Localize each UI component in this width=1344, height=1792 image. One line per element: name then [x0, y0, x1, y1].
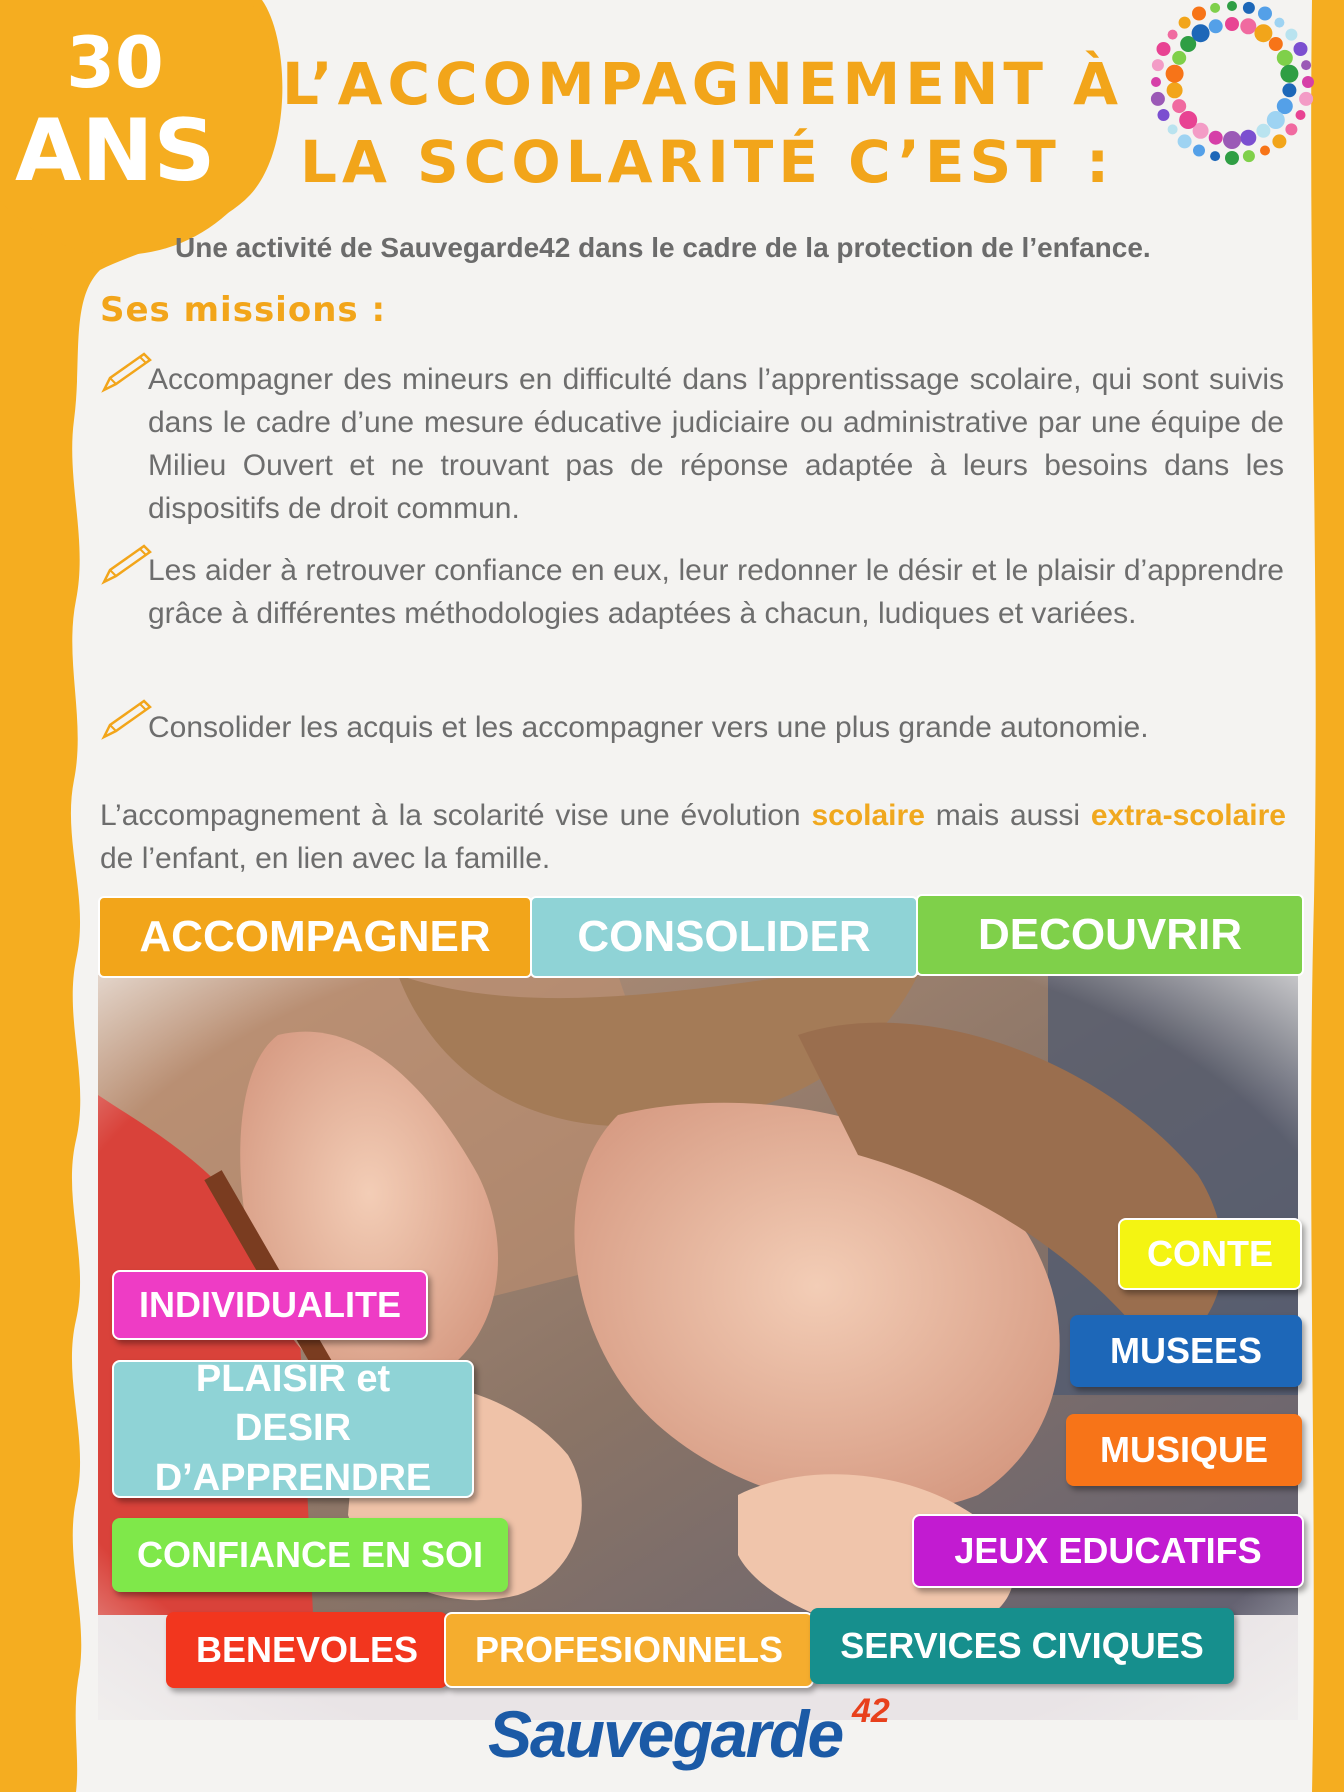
conclusion-text-2: mais aussi [924, 799, 1091, 832]
logo-dot [1172, 51, 1186, 65]
logo-dot [1151, 77, 1161, 87]
tag-individualite: INDIVIDUALITE [112, 1270, 428, 1340]
tag-jeux-educatifs: JEUX EDUCATIFS [912, 1514, 1304, 1588]
mission-2: Les aider à retrouver confiance en eux, leur redonner le désir et le plaisir d’apprendre grâce à différentes méthodologies adaptées à chacun, ludiques et variées. [148, 554, 1284, 630]
page-title-line2: LA SCOLARITÉ C’EST : [300, 128, 1115, 196]
logo-dot [1260, 146, 1270, 156]
tab-consolider[interactable]: CONSOLIDER [530, 896, 918, 978]
logo-dot [1285, 29, 1297, 41]
tag-musique: MUSIQUE [1066, 1414, 1302, 1486]
logo-dot [1179, 111, 1197, 129]
logo-dot [1282, 83, 1296, 97]
sauvegarde-logo: Sauvegarde [488, 1697, 843, 1771]
logo-dot [1267, 111, 1285, 129]
badge-years: 30 [66, 22, 164, 104]
tab-decouvrir[interactable]: DECOUVRIR [916, 894, 1304, 976]
logo-dot [1269, 37, 1283, 51]
logo-dot [1209, 131, 1223, 145]
logo-dot [1296, 110, 1306, 120]
mission-1: Accompagner des mineurs en difficulté dans l’apprentissage scolaire, qui sont suivis dans le cadre d’une mesure éducative judiciaire ou administrative par une équipe de Milieu Ouvert et ne trouvant pas de réponse adaptée à leurs besoins dans les dispositifs de droit commun. [148, 363, 1284, 525]
logo-dot [1243, 2, 1255, 14]
logo-dot [1209, 19, 1223, 33]
logo-dot [1240, 130, 1256, 146]
logo-dot [1223, 131, 1241, 149]
logo-dot [1301, 60, 1311, 70]
logo-dot [1168, 124, 1178, 134]
logo-dot [1178, 134, 1192, 148]
logo-dot [1192, 7, 1206, 21]
logo-dot [1299, 92, 1313, 106]
tag-services-civiques: SERVICES CIVIQUES [810, 1608, 1234, 1684]
logo-dot [1254, 24, 1272, 42]
badge-ans: ANS [15, 101, 216, 201]
colorful-dots-logo [1140, 0, 1320, 170]
logo-dot [1158, 109, 1170, 121]
pencil-icon [100, 350, 154, 394]
logo-dot [1280, 65, 1298, 83]
logo-dot [1168, 30, 1178, 40]
conclusion-text-3: de l’enfant, en lien avec la famille. [100, 842, 551, 875]
logo-dot [1172, 99, 1186, 113]
logo-dot [1167, 82, 1183, 98]
logo-dot [1225, 151, 1239, 165]
sauvegarde-logo-number: 42 [852, 1692, 890, 1730]
tab-accompagner[interactable]: ACCOMPAGNER [98, 896, 532, 978]
logo-dot [1258, 7, 1272, 21]
logo-dot [1277, 50, 1293, 66]
highlight-scolaire: scolaire [811, 799, 925, 832]
logo-dot [1152, 59, 1164, 71]
logo-dot [1285, 123, 1297, 135]
logo-dot [1225, 17, 1239, 31]
logo-dot [1192, 24, 1210, 42]
subtitle: Une activité de Sauvegarde42 dans le cadre de la protection de l’enfance. [175, 232, 1151, 263]
logo-dot [1294, 42, 1308, 56]
mission-3: Consolider les acquis et les accompagner vers une plus grande autonomie. [148, 711, 1149, 744]
tag-profesionnels: PROFESIONNELS [444, 1612, 814, 1688]
logo-dot [1240, 18, 1256, 34]
logo-dot [1227, 1, 1237, 11]
logo-dot [1151, 92, 1165, 106]
logo-dot [1274, 18, 1284, 28]
logo-dot [1166, 65, 1184, 83]
logo-dot [1272, 134, 1286, 148]
conclusion-paragraph [100, 794, 1286, 880]
pencil-icon [100, 542, 154, 586]
logo-dot [1157, 42, 1171, 56]
conclusion-text-1: L’accompagnement à la scolarité vise une évolution [100, 799, 812, 832]
pencil-icon [100, 697, 154, 741]
tag-plaisir-desir: PLAISIR et DESIR D’APPRENDRE [112, 1360, 474, 1498]
tag-musees: MUSEES [1070, 1315, 1302, 1387]
missions-heading: Ses missions : [100, 290, 387, 330]
logo-dot [1302, 76, 1314, 88]
logo-dot [1243, 150, 1255, 162]
tag-conte: CONTE [1118, 1218, 1302, 1290]
page-title-line1: L’ACCOMPAGNEMENT À [282, 50, 1124, 118]
logo-dot [1179, 17, 1191, 29]
highlight-extra-scolaire: extra-scolaire [1090, 799, 1286, 832]
logo-dot [1210, 151, 1220, 161]
tag-confiance-en-soi: CONFIANCE EN SOI [112, 1518, 508, 1592]
logo-dot [1256, 124, 1270, 138]
tag-benevoles: BENEVOLES [166, 1612, 448, 1688]
logo-dot [1193, 145, 1205, 157]
logo-dot [1210, 3, 1220, 13]
